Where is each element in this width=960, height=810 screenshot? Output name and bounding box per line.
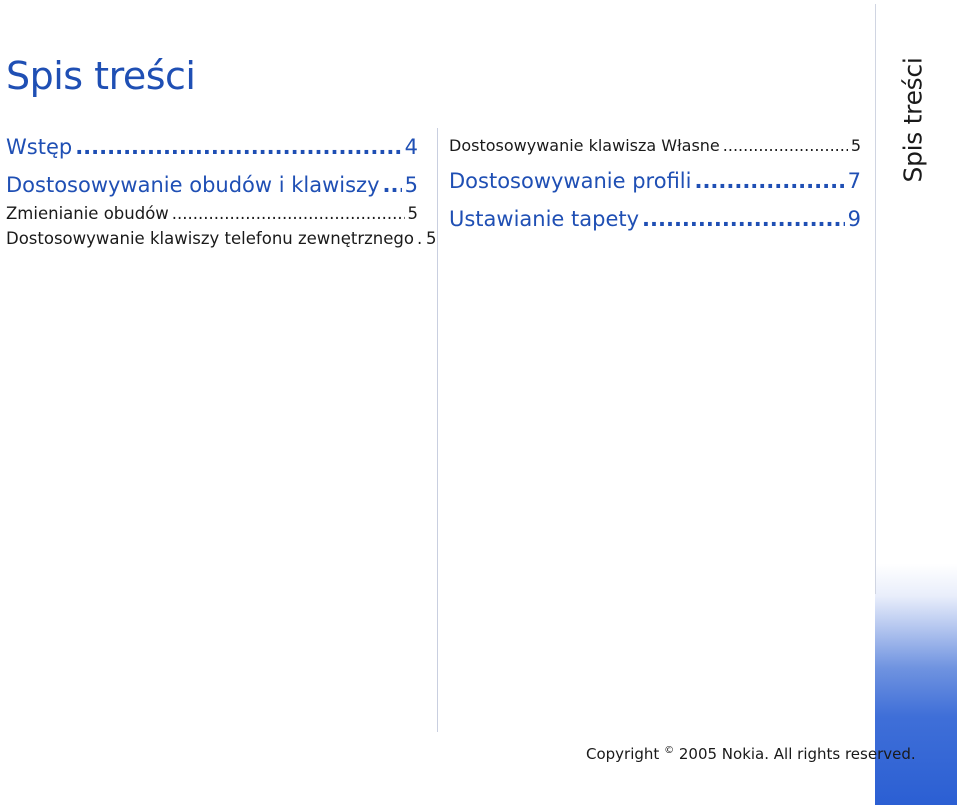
side-tab-label: Spis treści bbox=[898, 57, 928, 183]
toc-entry-label: Dostosowywanie obudów i klawiszy bbox=[6, 173, 380, 197]
toc-leader-dots bbox=[723, 137, 848, 155]
toc-leader-dots bbox=[383, 174, 402, 197]
toc-page-number: 5 bbox=[404, 173, 418, 197]
copyright-suffix: 2005 Nokia. All rights reserved. bbox=[678, 745, 916, 763]
toc-entry-dostosowywanie-profili[interactable] bbox=[449, 170, 861, 193]
toc-entry-label: Dostosowywanie profili bbox=[449, 169, 692, 193]
copyright-prefix: Copyright bbox=[586, 745, 660, 763]
toc-leader-dots bbox=[694, 170, 844, 193]
toc-leader-dots bbox=[172, 205, 405, 223]
toc-entry-ustawianie-tapety[interactable] bbox=[449, 208, 861, 231]
toc-page-number: 5 bbox=[407, 204, 418, 223]
toc-leader-dots bbox=[642, 208, 845, 231]
toc-page-number: 7 bbox=[847, 169, 861, 193]
toc-page-number: 9 bbox=[847, 207, 861, 231]
footer-copyright bbox=[586, 745, 916, 763]
toc-entry-zmienianie-obudow[interactable] bbox=[6, 205, 418, 223]
toc-page-number: 5 bbox=[850, 136, 861, 155]
toc-entry-label: Zmienianie obudów bbox=[6, 204, 169, 223]
toc-page-number: 4 bbox=[404, 135, 418, 159]
page-title: Spis treści bbox=[6, 54, 196, 98]
toc-leader-dots bbox=[75, 136, 401, 159]
toc-entry-label: Ustawianie tapety bbox=[449, 207, 640, 231]
toc-entry-label: Wstęp bbox=[6, 135, 73, 159]
toc-entry-label: Dostosowywanie klawisza Własne bbox=[449, 136, 720, 155]
toc-page-number: 5 bbox=[425, 229, 437, 248]
toc-leader-dots bbox=[417, 230, 423, 248]
copyright-symbol: © bbox=[664, 745, 675, 756]
toc-entry-klawisze-zewnetrzne[interactable] bbox=[6, 229, 437, 248]
toc-entry-klawisz-wlasne[interactable] bbox=[449, 137, 861, 155]
side-tab-border bbox=[875, 4, 876, 594]
column-divider bbox=[437, 128, 438, 732]
toc-entry-dostosowywanie-obudow[interactable] bbox=[6, 174, 418, 197]
toc-entry-label: Dostosowywanie klawiszy telefonu zewnętrznego bbox=[6, 229, 414, 248]
toc-entry-wstep[interactable] bbox=[6, 136, 418, 159]
